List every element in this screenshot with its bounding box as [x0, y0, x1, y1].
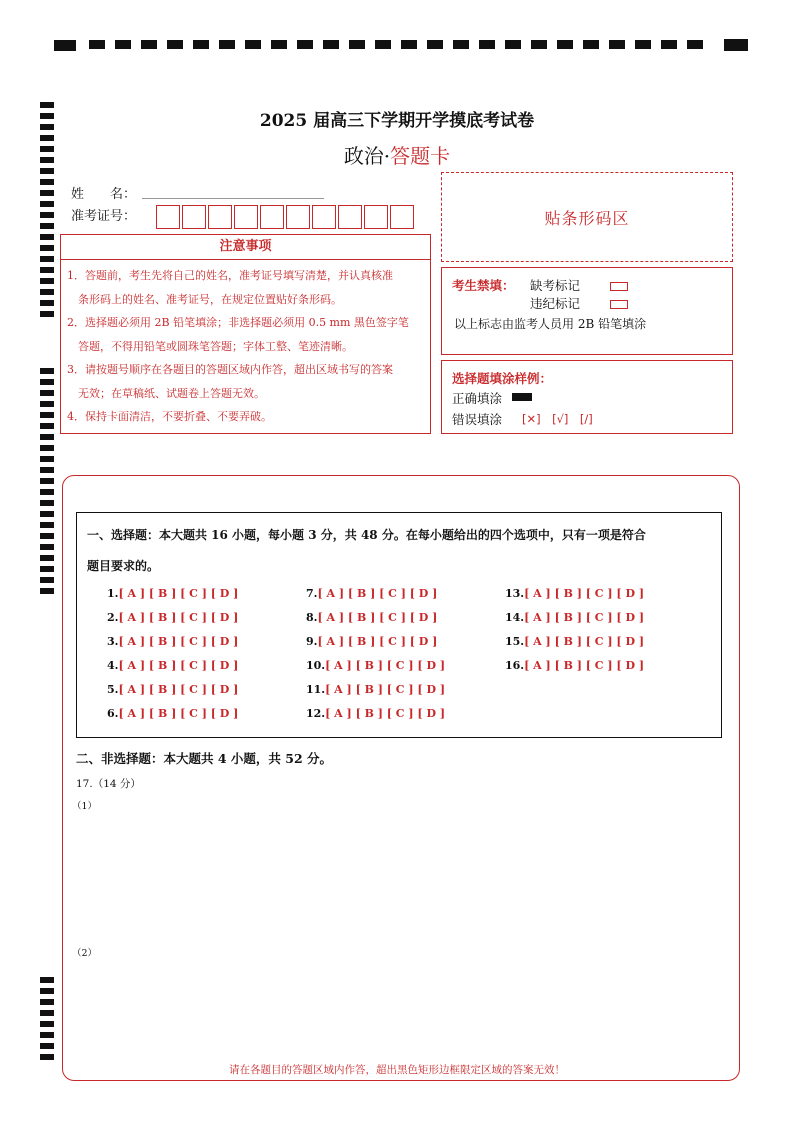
- id-digit-box[interactable]: [312, 205, 336, 229]
- violation-mark-label: 违纪标记: [530, 296, 581, 311]
- multiple-choice-section: [76, 512, 722, 738]
- barcode-label: 贴条形码区: [544, 208, 630, 228]
- question-17-label: 17.（14 分）: [76, 778, 141, 790]
- name-label: 姓 名：: [71, 187, 137, 202]
- id-digit-box[interactable]: [390, 205, 414, 229]
- forbid-note: 以上标志由监考人员用 2B 铅笔填涂: [454, 317, 647, 331]
- wrong-fill-label: 错误填涂: [452, 412, 503, 427]
- mc-instruction-line2: 题目要求的。: [87, 559, 160, 573]
- subject-label: 政治·: [343, 144, 391, 168]
- question-5[interactable]: 5.[ A ] [ B ] [ C ] [ D ]: [107, 683, 239, 696]
- wrong-fill-marks: [✕] [√] [/]: [522, 412, 593, 426]
- id-digit-box[interactable]: [338, 205, 362, 229]
- correct-fill-label: 正确填涂: [452, 391, 503, 406]
- question-17-part2-answer[interactable]: [90, 960, 730, 1055]
- barcode-area: [441, 172, 733, 262]
- violation-mark-box[interactable]: [610, 296, 628, 311]
- question-3[interactable]: 3.[ A ] [ B ] [ C ] [ D ]: [107, 635, 239, 648]
- question-17-part2-label: （2）: [72, 948, 98, 959]
- notice-panel: [60, 234, 431, 434]
- examiner-only-panel: [441, 267, 733, 355]
- notice-item: 条形码上的姓名、准考证号，在规定位置贴好条形码。: [67, 292, 342, 306]
- essay-heading: 二、非选择题：本大题共 4 小题，共 52 分。: [76, 751, 333, 766]
- notice-item: 答题，不得用铅笔或圆珠笔答题；字体工整、笔迹清晰。: [67, 339, 353, 353]
- id-digit-box[interactable]: [364, 205, 388, 229]
- question-8[interactable]: 8.[ A ] [ B ] [ C ] [ D ]: [306, 611, 438, 624]
- correct-fill-mark: [512, 393, 532, 401]
- footer-warning: 请在各题目的答题区域内作答，超出黑色矩形边框限定区域的答案无效！: [229, 1064, 565, 1076]
- question-15[interactable]: 15.[ A ] [ B ] [ C ] [ D ]: [505, 635, 645, 648]
- question-6[interactable]: 6.[ A ] [ B ] [ C ] [ D ]: [107, 707, 239, 720]
- question-1[interactable]: 1.[ A ] [ B ] [ C ] [ D ]: [107, 587, 239, 600]
- name-input[interactable]: [142, 197, 324, 199]
- id-digit-box[interactable]: [234, 205, 258, 229]
- notice-title: 注意事项: [61, 235, 430, 260]
- notice-item: 无效；在草稿纸、试题卷上答题无效。: [67, 386, 265, 400]
- forbid-label: 考生禁填：: [452, 278, 515, 293]
- id-number-boxes[interactable]: [156, 205, 416, 229]
- id-digit-box[interactable]: [260, 205, 284, 229]
- question-10[interactable]: 10.[ A ] [ B ] [ C ] [ D ]: [306, 659, 446, 672]
- id-digit-box[interactable]: [286, 205, 310, 229]
- question-17-part1-label: （1）: [72, 801, 98, 812]
- question-11[interactable]: 11.[ A ] [ B ] [ C ] [ D ]: [306, 683, 446, 696]
- id-digit-box[interactable]: [208, 205, 232, 229]
- exam-subtitle: [0, 140, 794, 169]
- notice-item: 1．答题前，考生先将自己的姓名，准考证号填写清楚，并认真核准: [67, 269, 393, 282]
- sample-title: 选择题填涂样例：: [452, 371, 553, 386]
- absent-mark-box[interactable]: [610, 278, 628, 293]
- question-17-part1-answer[interactable]: [90, 812, 730, 940]
- id-digit-box[interactable]: [156, 205, 180, 229]
- question-2[interactable]: 2.[ A ] [ B ] [ C ] [ D ]: [107, 611, 239, 624]
- fill-sample-panel: [441, 360, 733, 434]
- answer-card-label: 答题卡: [390, 144, 451, 168]
- question-7[interactable]: 7.[ A ] [ B ] [ C ] [ D ]: [306, 587, 438, 600]
- notice-item: 4．保持卡面清洁，不要折叠、不要弄破。: [67, 410, 272, 423]
- question-4[interactable]: 4.[ A ] [ B ] [ C ] [ D ]: [107, 659, 239, 672]
- question-16[interactable]: 16.[ A ] [ B ] [ C ] [ D ]: [505, 659, 645, 672]
- notice-item: 2．选择题必须用 2B 铅笔填涂；非选择题必须用 0.5 mm 黑色签字笔: [67, 316, 409, 329]
- question-12[interactable]: 12.[ A ] [ B ] [ C ] [ D ]: [306, 707, 446, 720]
- absent-mark-label: 缺考标记: [530, 278, 581, 293]
- mc-instruction-line1: 一、选择题：本大题共 16 小题，每小题 3 分，共 48 分。在每小题给出的四个选项中，只有一项是符合: [87, 528, 646, 542]
- exam-title: 2025 届高三下学期开学摸底考试卷: [259, 111, 535, 131]
- notice-body: [61, 260, 430, 429]
- id-digit-box[interactable]: [182, 205, 206, 229]
- id-label: 准考证号：: [71, 209, 137, 224]
- question-14[interactable]: 14.[ A ] [ B ] [ C ] [ D ]: [505, 611, 645, 624]
- question-13[interactable]: 13.[ A ] [ B ] [ C ] [ D ]: [505, 587, 645, 600]
- notice-item: 3．请按题号顺序在各题目的答题区域内作答，超出区域书写的答案: [67, 363, 393, 376]
- question-9[interactable]: 9.[ A ] [ B ] [ C ] [ D ]: [306, 635, 438, 648]
